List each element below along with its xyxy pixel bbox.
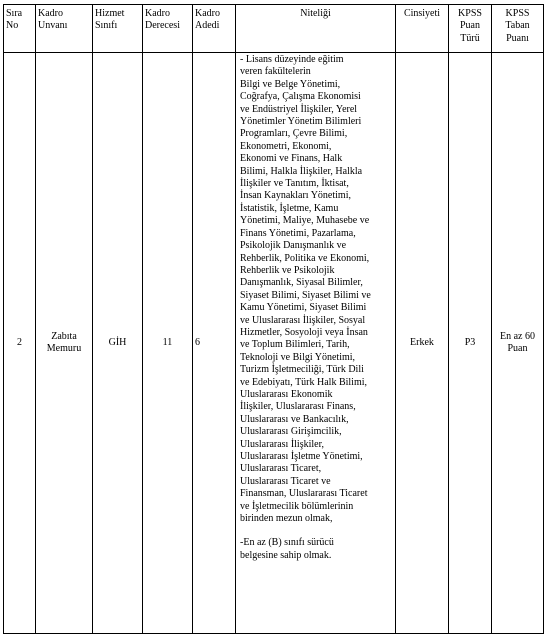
qualification-line: Uluslararası Girişimcilik, bbox=[240, 426, 342, 438]
qualification-line: Bilgi ve Belge Yönetimi, bbox=[240, 78, 341, 90]
cell-niteligi bbox=[236, 53, 396, 634]
qualification-line: Uluslararası Ticaret ve bbox=[240, 475, 331, 487]
cell-kadro-adedi: 6 bbox=[193, 53, 236, 634]
qualification-line: Finansman, Uluslararası Ticaret bbox=[240, 488, 368, 500]
qualification-line: ve Endüstriyel İlişkiler, Yerel bbox=[240, 103, 358, 115]
qualification-education-text bbox=[240, 54, 392, 525]
qualification-line: İstatistik, İşletme, Kamu bbox=[240, 202, 339, 214]
qualification-line: veren fakültelerin bbox=[240, 66, 311, 78]
personnel-table bbox=[3, 4, 544, 634]
header-row bbox=[4, 5, 544, 53]
qualification-line: ve Toplum Bilimleri, Tarih, bbox=[240, 339, 350, 351]
cell-kadro-unvani: Zabıta Memuru bbox=[36, 53, 93, 634]
qualification-line: Uluslararası İşletme Yönetimi, bbox=[240, 451, 363, 462]
header-kadro-adedi: Kadro Adedi bbox=[193, 5, 236, 53]
qualification-line: Ekonomi ve Finans, Halk bbox=[240, 153, 343, 165]
qualification-line: Teknoloji ve Bilgi Yönetimi, bbox=[240, 351, 356, 363]
qualification-line: -En az (B) sınıfı sürücü bbox=[240, 537, 334, 549]
table-row bbox=[4, 53, 544, 634]
qualification-line: Uluslararası Ticaret, bbox=[240, 463, 322, 475]
header-kpss-puan-turu: KPSS Puan Türü bbox=[449, 5, 492, 53]
header-sira-no: Sıra No bbox=[4, 5, 36, 53]
qualification-line: Siyaset Bilimi, Siyaset Bilimi ve bbox=[240, 289, 371, 301]
qualification-line: Programları, Çevre Bilimi, bbox=[240, 128, 348, 140]
cell-kpss-taban-puani: En az 60 Puan bbox=[492, 53, 544, 634]
qualification-line: ve Edebiyatı, Türk Halk Bilimi, bbox=[240, 376, 368, 388]
qualification-line: Rehberlik ve Psikolojik bbox=[240, 264, 335, 276]
cell-kpss-puan-turu: P3 bbox=[449, 53, 492, 634]
cell-hizmet-sinifi: GİH bbox=[93, 53, 143, 634]
header-cinsiyeti: Cinsiyeti bbox=[396, 5, 449, 53]
qualification-line: Hizmetler, Sosyoloji veya İnsan bbox=[240, 326, 368, 338]
qualification-line: Turizm İşletmeciliği, Türk Dili bbox=[240, 364, 364, 376]
cell-kadro-derecesi: 11 bbox=[143, 53, 193, 634]
header-kadro-unvani: Kadro Unvanı bbox=[36, 5, 93, 53]
qualification-line: Rehberlik, Politika ve Ekonomi, bbox=[240, 252, 370, 264]
header-kadro-derecesi: Kadro Derecesi bbox=[143, 5, 193, 53]
qualification-line: İlişkiler ve Tanıtım, İktisat, bbox=[240, 178, 349, 190]
qualification-line: Uluslararası İlişkiler, bbox=[240, 438, 325, 450]
qualification-line: Yönetimi, Maliye, Muhasebe ve bbox=[240, 215, 370, 227]
qualification-line: İnsan Kaynakları Yönetimi, bbox=[240, 190, 351, 202]
header-kpss-taban-puani: KPSS Taban Puanı bbox=[492, 5, 544, 53]
qualification-line: belgesine sahip olmak. bbox=[240, 549, 332, 561]
qualification-line: birinden mezun olmak, bbox=[240, 513, 333, 525]
qualification-line: ve Uluslararası İlişkiler, Sosyal bbox=[240, 314, 366, 326]
qualification-line: Psikolojik Danışmanlık ve bbox=[240, 240, 347, 252]
cell-cinsiyeti: Erkek bbox=[396, 53, 449, 634]
qualification-line: Ekonometri, Ekonomi, bbox=[240, 140, 332, 152]
qualification-line: Bilimi, Halkla İlişkiler, Halkla bbox=[240, 165, 363, 177]
header-niteligi: Niteliği bbox=[236, 5, 396, 53]
qualification-license-text bbox=[240, 537, 392, 562]
qualification-line: Yönetimler Yönetim Bilimleri bbox=[240, 116, 362, 128]
qualification-line: Uluslararası Ekonomik bbox=[240, 388, 333, 400]
qualification-line: Kamu Yönetimi, Siyaset Bilimi bbox=[240, 302, 367, 314]
qualification-line: İlişkiler, Uluslararası Finans, bbox=[240, 401, 356, 413]
cell-sira-no: 2 bbox=[4, 53, 36, 634]
header-hizmet-sinifi: Hizmet Sınıfı bbox=[93, 5, 143, 53]
qualification-line: Finans Yönetimi, Pazarlama, bbox=[240, 227, 356, 239]
qualification-line: Coğrafya, Çalışma Ekonomisi bbox=[240, 91, 361, 103]
qualification-line: ve İşletmecilik bölümlerinin bbox=[240, 500, 354, 512]
qualification-line: - Lisans düzeyinde eğitim bbox=[240, 54, 344, 65]
qualification-line: Uluslararası ve Bankacılık, bbox=[240, 413, 349, 425]
qualification-line: Danışmanlık, Siyasal Bilimler, bbox=[240, 277, 363, 289]
